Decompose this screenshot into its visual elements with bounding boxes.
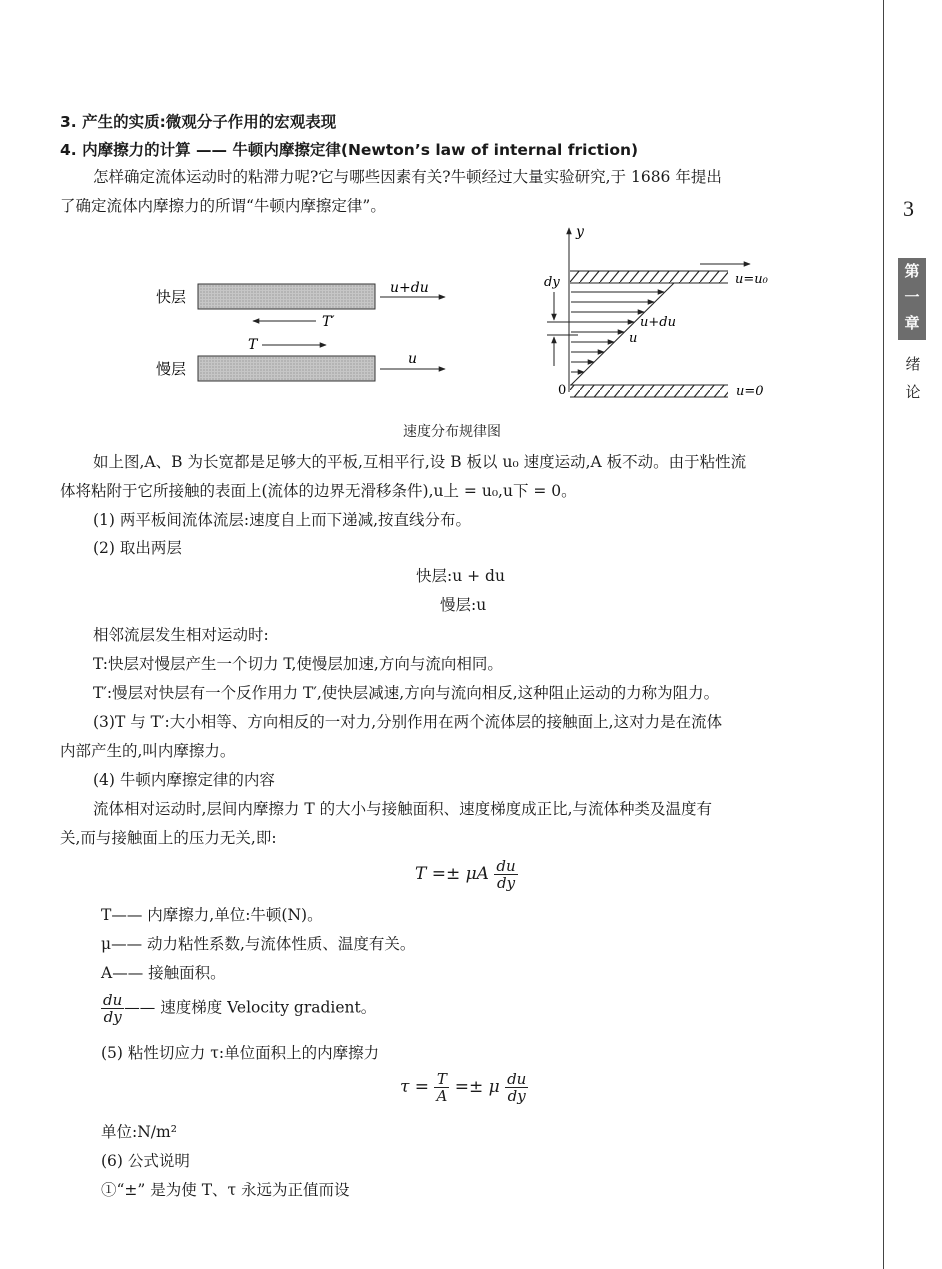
top-plate	[570, 271, 728, 283]
slow-layer-label: 慢层	[156, 360, 187, 378]
shear-stress-formula	[400, 1071, 528, 1104]
dy-label: dy	[544, 275, 560, 290]
heading-3: 3. 产生的实质:微观分子作用的宏观表现	[60, 113, 337, 131]
item-6: (6) 公式说明	[101, 1152, 190, 1170]
chapter-name	[903, 350, 923, 406]
gradient-text: —— 速度梯度 Velocity gradient。	[124, 998, 377, 1017]
fraction-numerator: du	[103, 991, 123, 1009]
fraction-numerator: du	[507, 1070, 527, 1088]
heading-4: 4. 内摩擦力的计算 —— 牛顿内摩擦定律(Newton’s law of internal friction)	[60, 141, 639, 159]
formula-lhs: T =± μA	[415, 864, 489, 884]
slow-velocity-label: u	[408, 351, 418, 367]
law-text-line: 流体相对运动时,层间内摩擦力 T 的大小与接触面积、速度梯度成正比,与流体种类及温度有	[93, 800, 713, 818]
fraction-denominator: dy	[496, 874, 516, 892]
chapter-tab	[898, 258, 926, 340]
top-plate-label: u=u₀	[735, 272, 768, 287]
def-a: A—— 接触面积。	[101, 964, 226, 982]
chapter-name-char: 论	[905, 383, 921, 401]
formula-fraction	[494, 858, 517, 891]
para-ab-line: 如上图,A、B 为长宽都是足够大的平板,互相平行,设 B 板以 u₀ 速度运动,A 板不动。由于粘性流	[93, 453, 747, 471]
relative-motion-text: 相邻流层发生相对运动时:	[93, 626, 269, 644]
t-prime-definition: T′:慢层对快层有一个反作用力 T′,使快层减速,方向与流向相反,这种阻止运动的力称为阻力。	[93, 684, 720, 702]
t-definition: T:快层对慢层产生一个切力 T,使慢层加速,方向与流向相同。	[93, 655, 503, 673]
item-1: (1) 两平板间流体流层:速度自上而下递减,按直线分布。	[93, 511, 472, 529]
bottom-plate-label: u=0	[736, 384, 764, 399]
item-5: (5) 粘性切应力 τ:单位面积上的内摩擦力	[101, 1044, 380, 1062]
fraction-numerator: du	[496, 857, 516, 875]
slow-layer-equation: 慢层:u	[440, 596, 487, 614]
y-axis-label: y	[576, 224, 584, 240]
chapter-name-char: 绪	[905, 355, 921, 373]
chapter-tab-char: 章	[904, 314, 920, 332]
t-prime-label: T′	[322, 314, 335, 330]
newton-formula	[415, 858, 518, 891]
velocity-figure	[140, 222, 790, 412]
intro-line: 了确定流体内摩擦力的所谓“牛顿内摩擦定律”。	[60, 197, 386, 215]
gradient-fraction	[505, 1071, 528, 1104]
intro-line: 怎样确定流体运动时的粘滞力呢?它与哪些因素有关?牛顿经过大量实验研究,于 1686 年提出	[93, 168, 722, 186]
fraction-denominator: dy	[103, 1008, 122, 1026]
profile-u-label: u	[629, 331, 638, 346]
bottom-plate	[570, 385, 728, 397]
note-1: ①“±” 是为使 T、τ 永远为正值而设	[101, 1181, 350, 1199]
law-text-line: 关,而与接触面上的压力无关,即:	[60, 829, 277, 847]
def-t: T—— 内摩擦力,单位:牛顿(N)。	[101, 906, 323, 924]
fraction-numerator: T	[434, 1071, 449, 1088]
fast-layer-equation: 快层:u + du	[416, 567, 505, 585]
page-number: 3	[903, 196, 914, 221]
slow-layer-block	[198, 356, 375, 381]
formula-middle: =± μ	[454, 1077, 500, 1097]
item-3-line: 内部产生的,叫内摩擦力。	[60, 742, 236, 760]
chapter-tab-char: 一	[904, 288, 920, 306]
tau-label: τ =	[400, 1077, 430, 1097]
stress-fraction	[434, 1071, 449, 1104]
chapter-tab-char: 第	[904, 262, 920, 280]
item-2: (2) 取出两层	[93, 539, 182, 557]
unit-text: 单位:N/m²	[101, 1123, 177, 1141]
t-label: T	[248, 337, 258, 353]
para-ab-line: 体将粘附于它所接触的表面上(流体的边界无滑移条件),u上 = u₀,u下 = 0。	[60, 482, 577, 500]
fraction-denominator: dy	[507, 1087, 526, 1105]
velocity-profile-line	[571, 283, 674, 385]
def-mu: μ—— 动力粘性系数,与流体性质、温度有关。	[101, 935, 416, 953]
gradient-fraction	[101, 992, 124, 1025]
item-3-line: (3)T 与 T′:大小相等、方向相反的一对力,分别作用在两个流体层的接触面上,这对力是在流体	[93, 713, 723, 731]
fast-layer-block	[198, 284, 375, 309]
def-gradient	[101, 992, 376, 1025]
fast-velocity-label: u+du	[390, 280, 429, 296]
item-4: (4) 牛顿内摩擦定律的内容	[93, 771, 275, 789]
fast-layer-label: 快层	[156, 288, 187, 306]
figure-caption: 速度分布规律图	[403, 424, 501, 440]
profile-u-du-label: u+du	[640, 315, 676, 330]
page-margin-rule	[883, 0, 884, 1269]
origin-label: 0	[558, 383, 567, 398]
fraction-denominator: A	[436, 1087, 448, 1105]
